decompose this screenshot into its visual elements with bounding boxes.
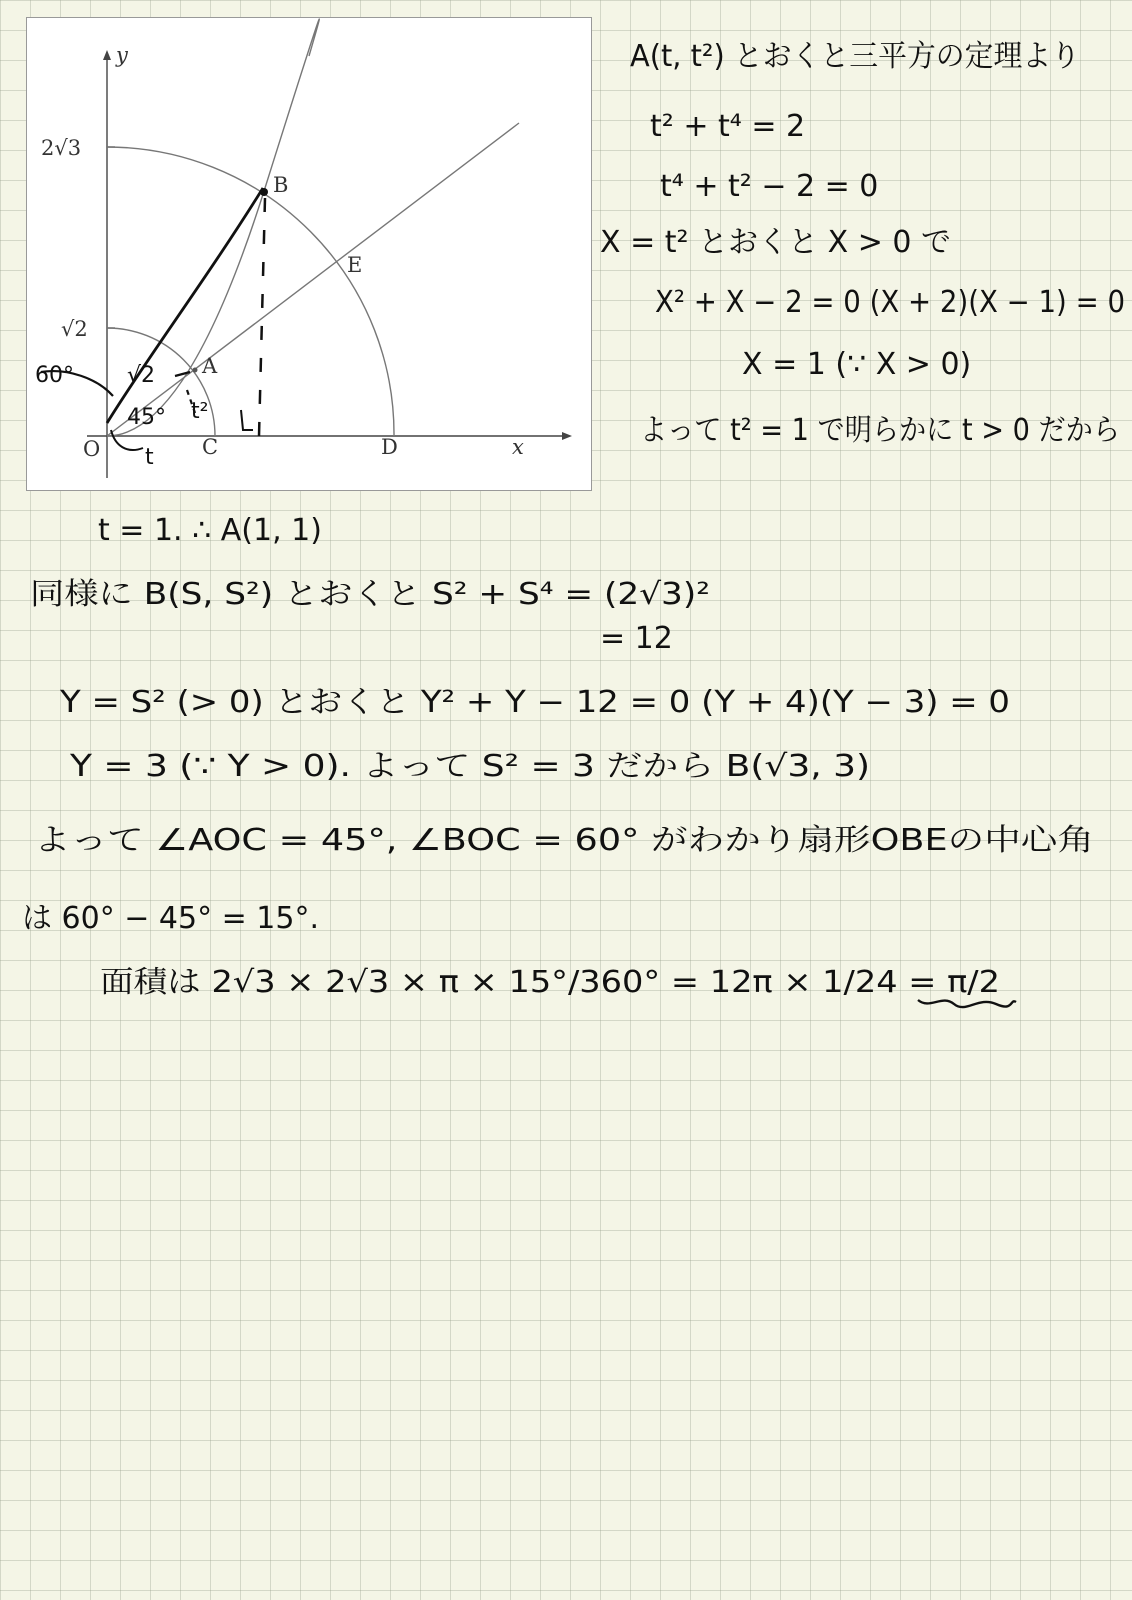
note-line: X = 1 (∵ X > 0) <box>742 347 972 382</box>
note-line: t = 1. ∴ A(1, 1) <box>98 513 322 548</box>
point-label-a: A <box>202 354 218 378</box>
point-label-e: E <box>347 253 363 277</box>
note-line: よって ∠AOC = 45°, ∠BOC = 60° がわかり扇形OBEの中心角 <box>34 823 1094 858</box>
point-label-d: D <box>381 435 398 459</box>
note-line: Y = S² (> 0) とおくと Y² + Y − 12 = 0 (Y + 4)(Y − 3) = 0 <box>58 685 1011 720</box>
annotation-45deg: 45° <box>127 405 166 430</box>
note-line: t⁴ + t² − 2 = 0 <box>660 169 879 204</box>
tick-label-sqrt2: √2 <box>61 317 88 341</box>
tick-label-2sqrt3: 2√3 <box>41 136 82 160</box>
note-line: 同様に B(S, S²) とおくと S² + S⁴ = (2√3)² <box>30 577 710 612</box>
note-line: = 12 <box>600 621 673 656</box>
note-line: は 60° − 45° = 15°. <box>22 901 320 936</box>
annotation-sqrt2: √2 <box>127 363 156 388</box>
note-line: t² + t⁴ = 2 <box>650 109 806 144</box>
axis-y-label: y <box>116 43 128 67</box>
axis-x-label: x <box>512 435 524 459</box>
annotation-t: t <box>145 445 154 470</box>
point-label-o: O <box>83 437 101 461</box>
annotation-60deg: 60° <box>35 363 74 388</box>
note-line: X² + X − 2 = 0 (X + 2)(X − 1) = 0 <box>655 285 1125 320</box>
note-line: A(t, t²) とおくと三平方の定理より <box>630 39 1080 74</box>
note-line: Y = 3 (∵ Y > 0). よって S² = 3 だから B(√3, 3) <box>68 749 870 784</box>
point-label-c: C <box>202 435 219 459</box>
note-line: よって t² = 1 で明らかに t > 0 だから <box>640 413 1120 448</box>
answer-underline <box>918 1000 1016 1007</box>
annotation-t2: t² <box>191 399 209 424</box>
note-line: 面積は 2√3 × 2√3 × π × 15°/360° = 12π × 1/24 = π/2 <box>100 965 1000 1000</box>
point-label-b: B <box>273 173 289 197</box>
note-line: X = t² とおくと X > 0 で <box>600 225 952 260</box>
